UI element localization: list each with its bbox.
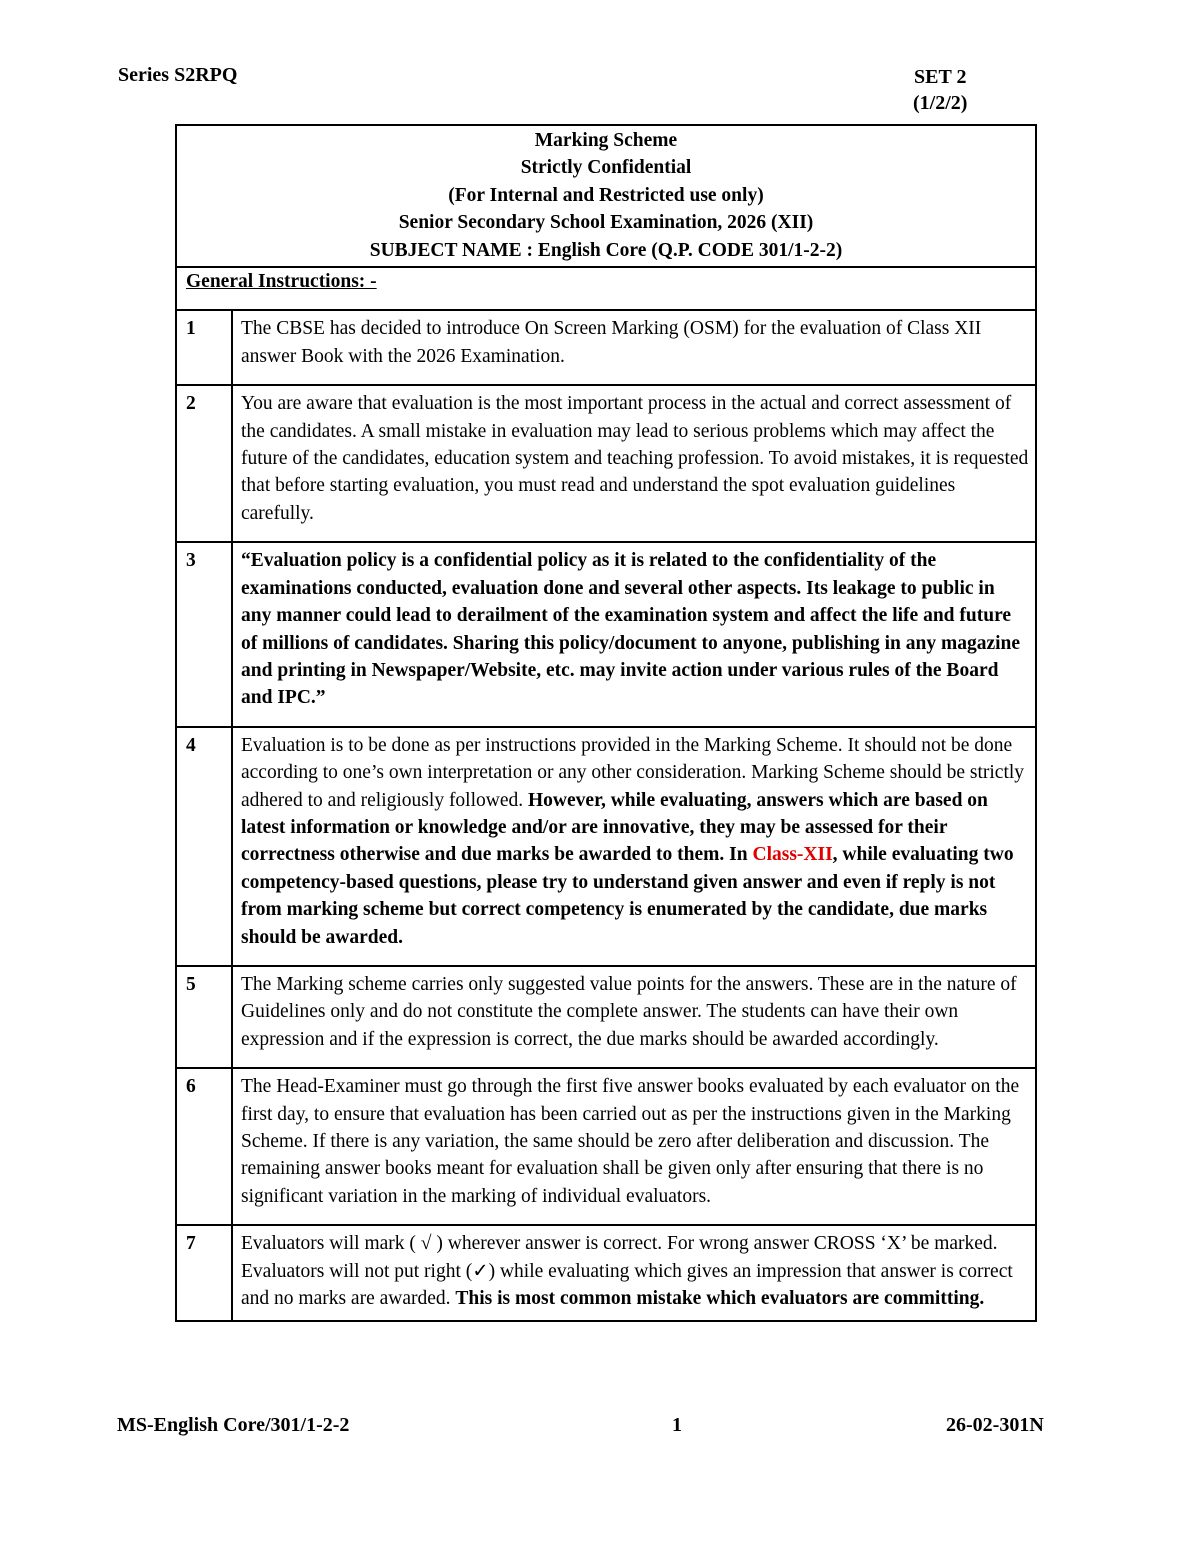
set-code: (1/2/2) bbox=[913, 92, 968, 114]
title-line-2: Strictly Confidential bbox=[520, 157, 692, 179]
instruction-row bbox=[176, 1068, 1036, 1225]
instruction-text: The Marking scheme carries only suggested value points for the answers. These are in the nature of Guidelines only and do not constitute the complete answer. The students can have their own expression and if the expression is correct, the due marks should be awarded accordingly. bbox=[232, 966, 1036, 1068]
set-block bbox=[914, 64, 967, 116]
general-instructions-row bbox=[176, 267, 1036, 310]
set-label: SET 2 bbox=[914, 66, 967, 88]
footer-doc-code: MS-English Core/301/1-2-2 bbox=[117, 1414, 350, 1436]
instruction-row bbox=[176, 727, 1036, 966]
instruction-text-plain: Evaluation is to be done as per instructions provided in the Marking Scheme. It should not be done according to one’s own interpretation or any other consideration. Marking Scheme should be strictly adhered to and religiously followed. bbox=[241, 734, 1025, 811]
instruction-row bbox=[176, 1225, 1036, 1321]
instruction-text bbox=[232, 1225, 1036, 1321]
marking-scheme-table bbox=[175, 124, 1037, 1322]
instruction-text-bold: , while evaluating two competency-based questions, please try to understand given answer and even if reply is not from marking scheme but correct competency is enumerated by the candidate, due marks should be awarded. bbox=[241, 844, 1014, 948]
instruction-number: 6 bbox=[176, 1068, 232, 1225]
instruction-row bbox=[176, 310, 1036, 385]
instruction-text: The CBSE has decided to introduce On Screen Marking (OSM) for the evaluation of Class XII answer Book with the 2026 Examination. bbox=[232, 310, 1036, 385]
instruction-row bbox=[176, 542, 1036, 726]
class-xii-highlight: Class-XII bbox=[752, 844, 833, 866]
footer-ref: 26-02-301N bbox=[946, 1414, 1044, 1436]
instruction-text: You are aware that evaluation is the most important process in the actual and correct assessment of the candidates. A small mistake in evaluation may lead to serious problems which may affect the future of the candidates, education system and teaching profession. To avoid mistakes, it is requested that before starting evaluation, you must read and understand the spot evaluation guidelines carefully. bbox=[232, 385, 1036, 542]
instruction-text-bold: This is most common mistake which evaluators are committing. bbox=[455, 1288, 985, 1310]
title-line-3: (For Internal and Restricted use only) bbox=[448, 184, 764, 206]
instruction-number: 5 bbox=[176, 966, 232, 1068]
instruction-text-confidential: “Evaluation policy is a confidential policy as it is related to the confidentiality of the examinations conducted, evaluation done and several other aspects. Its leakage to public in any manner could lead to derailment of the examination system and affect the life and future of millions of candidates. Sharing this policy/document to anyone, publishing in any magazine and printing in Newspaper/Website, etc. may invite action under various rules of the Board and IPC.” bbox=[232, 542, 1036, 726]
title-block bbox=[176, 125, 1036, 267]
instruction-number: 2 bbox=[176, 385, 232, 542]
instruction-row bbox=[176, 966, 1036, 1068]
instruction-text-plain: Evaluators will mark ( √ ) wherever answer is correct. For wrong answer CROSS ‘X’ be marked. Evaluators will not put right (✓) while evaluating which gives an impression that answer is correct and no marks are awarded. bbox=[241, 1233, 1013, 1310]
instruction-row bbox=[176, 385, 1036, 542]
instruction-number: 3 bbox=[176, 542, 232, 726]
general-instructions-heading: General Instructions: - bbox=[186, 271, 377, 293]
title-line-4: Senior Secondary School Examination, 2026 (XII) bbox=[398, 212, 814, 234]
instruction-number: 7 bbox=[176, 1225, 232, 1321]
instruction-text-bold: However, while evaluating, answers which are based on latest information or knowledge and/or are innovative, they may be assessed for their correctness otherwise and due marks be awarded to them. In bbox=[241, 789, 988, 866]
instruction-number: 4 bbox=[176, 727, 232, 966]
footer-page-number: 1 bbox=[672, 1414, 682, 1436]
title-line-1: Marking Scheme bbox=[534, 130, 678, 151]
instruction-text: The Head-Examiner must go through the first five answer books evaluated by each evaluator on the first day, to ensure that evaluation has been carried out as per the instructions given in the Marking Scheme. If there is any variation, the same should be zero after deliberation and discussion. The remaining answer books meant for evaluation shall be given only after ensuring that there is no significant variation in the marking of individual evaluators. bbox=[232, 1068, 1036, 1225]
title-line-5: SUBJECT NAME : English Core (Q.P. CODE 301/1-2-2) bbox=[369, 239, 843, 261]
series-label: Series S2RPQ bbox=[118, 64, 238, 86]
instruction-number: 1 bbox=[176, 310, 232, 385]
title-row bbox=[176, 125, 1036, 267]
instruction-text bbox=[232, 727, 1036, 966]
